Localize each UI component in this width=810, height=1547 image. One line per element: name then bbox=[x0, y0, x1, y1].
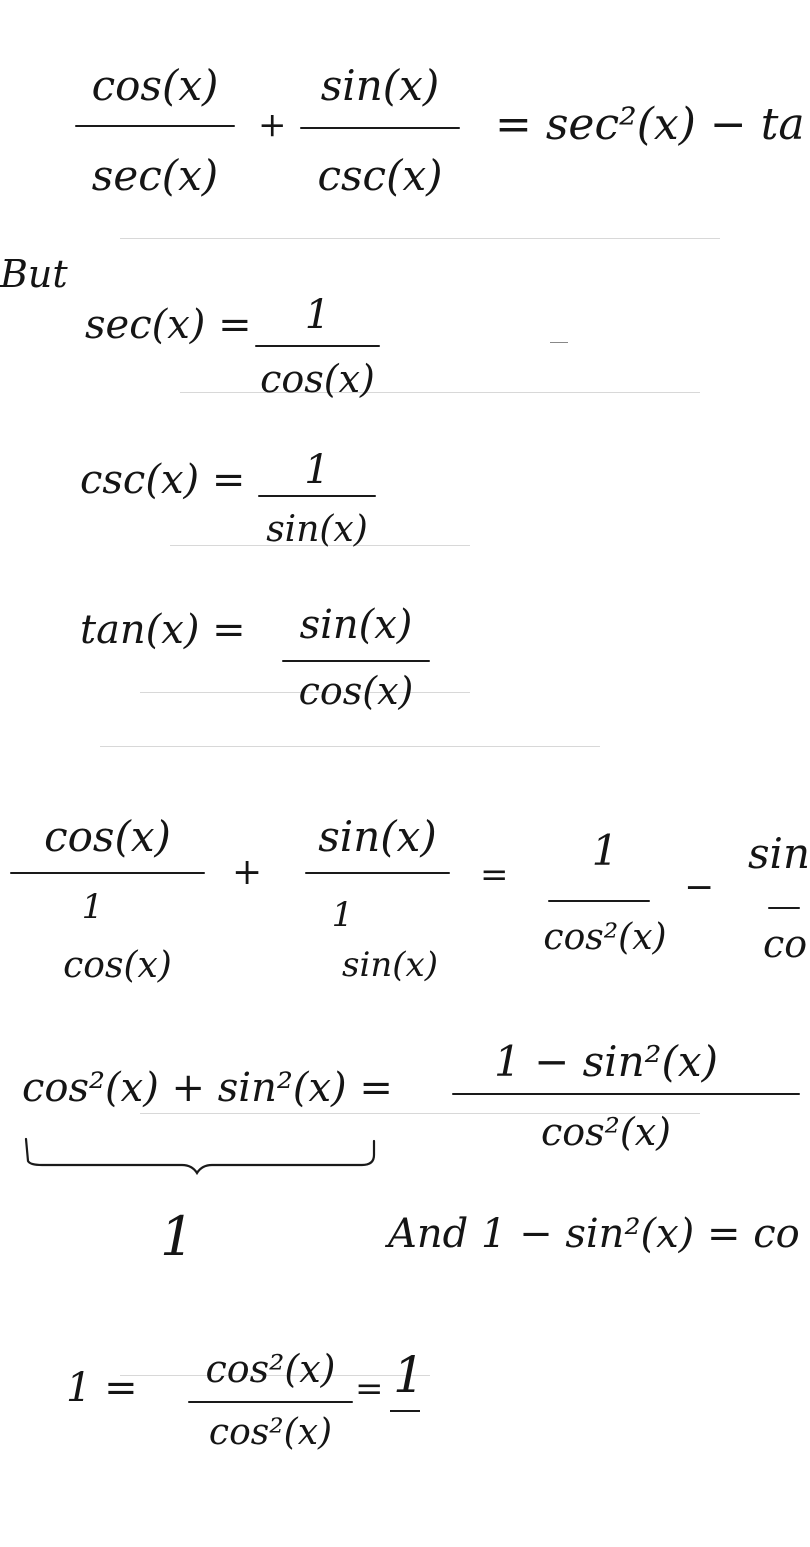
csc-definition-fraction bbox=[258, 447, 376, 560]
fraction-sin-over-csc bbox=[300, 55, 460, 215]
denominator-numerator: 1 bbox=[81, 887, 104, 927]
denominator: co bbox=[763, 922, 808, 966]
fraction-bar bbox=[188, 1401, 353, 1403]
brace-result-value: 1 bbox=[160, 1205, 195, 1268]
plus-sign: + bbox=[258, 105, 287, 145]
fraction-bar bbox=[305, 872, 450, 874]
numerator: cos(x) bbox=[91, 61, 219, 110]
equals-sign: = bbox=[480, 855, 509, 895]
fraction-bar bbox=[282, 660, 430, 662]
pythagorean-identity-lhs: cos²(x) + sin²(x) = bbox=[22, 1065, 393, 1111]
numerator: 1 bbox=[304, 447, 330, 493]
numerator: 1 bbox=[304, 292, 331, 338]
denominator-numerator: 1 bbox=[331, 895, 354, 935]
fraction-cos-squared-over-cos-squared bbox=[188, 1345, 353, 1475]
numerator: 1 − sin²(x) bbox=[494, 1037, 718, 1086]
sec-definition-lhs: sec(x) = bbox=[85, 302, 252, 348]
denominator: cos²(x) bbox=[543, 917, 667, 958]
fraction-bar bbox=[255, 345, 380, 347]
numerator: 1 bbox=[591, 826, 619, 875]
underbrace bbox=[22, 1135, 382, 1175]
fraction-bar bbox=[75, 125, 235, 127]
fraction-cos-over-sec bbox=[75, 55, 235, 205]
fraction-cos-over-reciprocal bbox=[10, 808, 205, 998]
denominator: sec(x) bbox=[91, 151, 219, 200]
fraction-sin-over-reciprocal bbox=[305, 808, 450, 998]
tan-definition-fraction bbox=[282, 600, 430, 720]
sec-definition-fraction bbox=[255, 292, 380, 415]
numerator: sin(x) bbox=[299, 602, 413, 648]
but-label: But bbox=[0, 252, 68, 296]
numerator: sin(x) bbox=[320, 61, 440, 110]
equals-sign: = bbox=[355, 1369, 384, 1409]
denominator: csc(x) bbox=[317, 151, 443, 200]
csc-definition-lhs: csc(x) = bbox=[80, 457, 246, 503]
fraction-sin-over-cos-partial bbox=[748, 825, 810, 985]
denominator: cos(x) bbox=[260, 357, 375, 401]
tan-definition-lhs: tan(x) = bbox=[80, 607, 246, 653]
fraction-one-minus-sin-squared bbox=[452, 1035, 800, 1165]
numerator: cos²(x) bbox=[205, 1347, 336, 1391]
denominator-denominator: sin(x) bbox=[342, 945, 438, 985]
fraction-bar bbox=[452, 1093, 800, 1095]
denominator: sin(x) bbox=[266, 509, 368, 550]
stray-mark bbox=[550, 342, 568, 343]
fraction-bar bbox=[768, 907, 800, 909]
numerator: sin bbox=[748, 829, 810, 878]
plus-sign: + bbox=[232, 852, 263, 893]
fraction-one-over-cos-squared bbox=[530, 820, 680, 990]
denominator: cos²(x) bbox=[208, 1412, 333, 1453]
denominator-denominator: cos(x) bbox=[63, 945, 172, 986]
and-statement: And 1 − sin²(x) = co bbox=[388, 1211, 800, 1257]
final-result-value: 1 bbox=[393, 1346, 425, 1404]
paper-rule bbox=[120, 238, 720, 239]
minus-sign: − bbox=[684, 867, 715, 908]
numerator: cos(x) bbox=[44, 812, 171, 861]
fraction-bar bbox=[258, 495, 376, 497]
fraction-bar bbox=[10, 872, 205, 874]
rhs-expression: = sec²(x) − ta bbox=[495, 99, 805, 150]
numerator: sin(x) bbox=[318, 812, 437, 861]
paper-rule bbox=[100, 746, 600, 747]
fraction-bar bbox=[300, 127, 460, 129]
denominator: cos(x) bbox=[298, 669, 414, 713]
final-lhs: 1 = bbox=[66, 1365, 138, 1411]
fraction-bar bbox=[548, 900, 650, 902]
result-underline bbox=[390, 1410, 420, 1412]
denominator: cos²(x) bbox=[541, 1110, 671, 1154]
